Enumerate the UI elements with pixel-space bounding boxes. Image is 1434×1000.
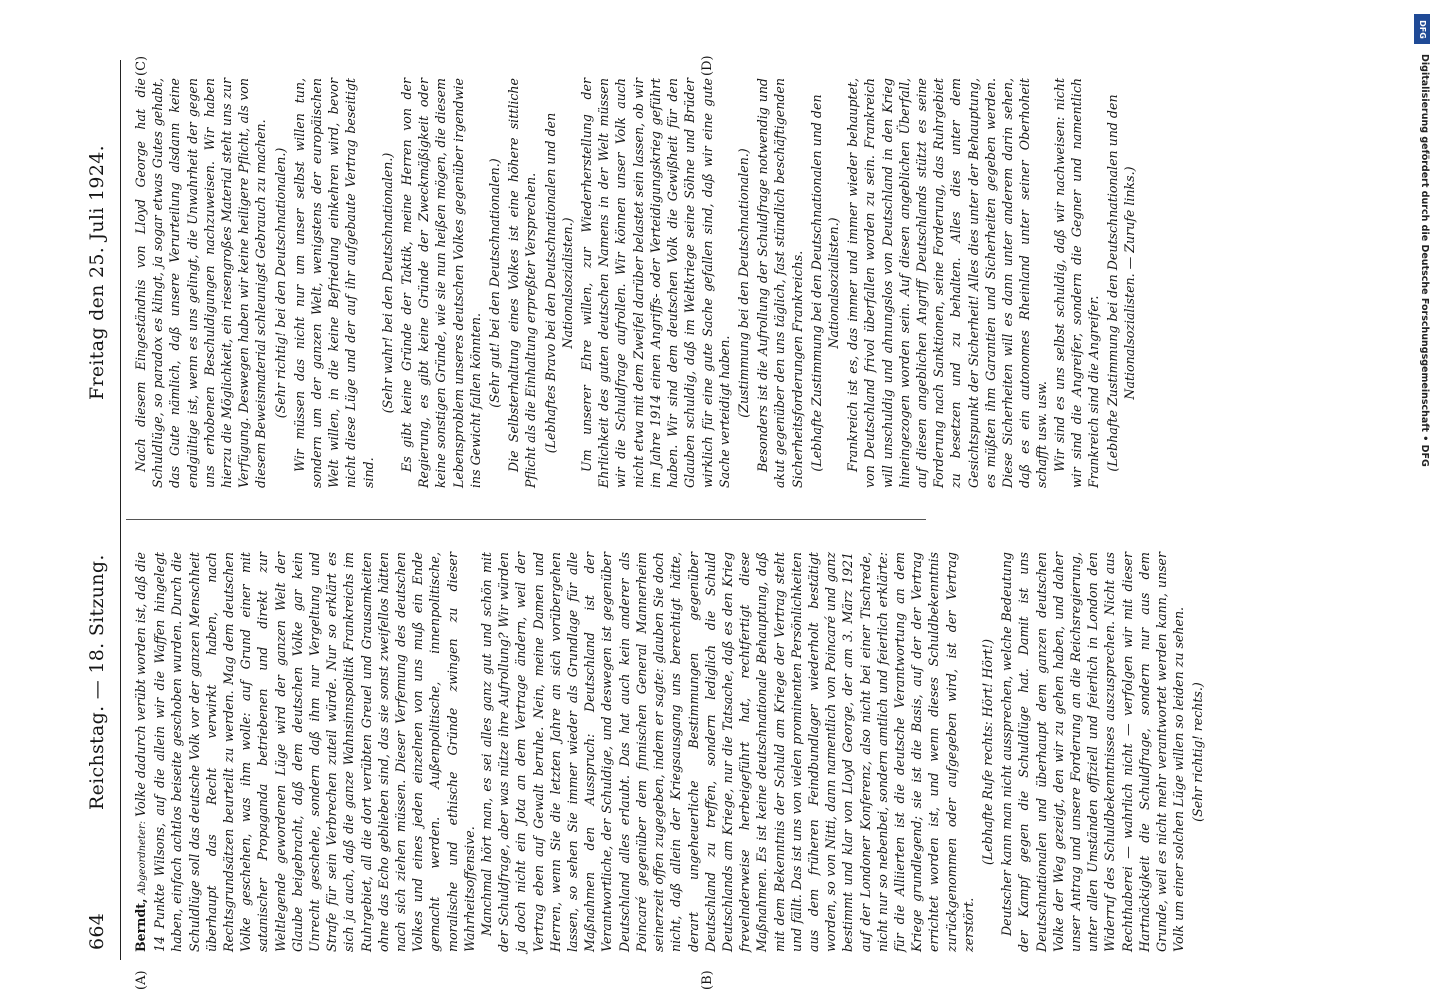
interjection: (Lebhafte Zustimmung bei den Deutschnationalen und den Nationalsozialisten. — Zurufe links.) — [1105, 94, 1138, 472]
paragraph: Deutscher kann man nicht aussprechen, welche Bedeutung der Kampf gegen die Schuldlüge hat. Damit ist uns Deutschnationalen und überhaupt dem ganzen deutschen Volke der Weg gezeigt, den wir zu gehen haben, und daher unser Antrag und unsere Forderung an die Reichsregierung, unter allen Umständen offiziell und feierlich in London den Widerruf des Schuldbekenntnisses auszusprechen. Nicht aus Rechthaberei — wahrlich nicht — verfolgen wir mit dieser Hartnäckigkeit die Schuldfrage, sondern nur aus dem Grunde, weil es nicht mehr verantwortet werden kann, unser Volk um einer solchen Lüge willen so leiden zu sehen. — [999, 552, 1187, 952]
scanned-page — [80, 55, 1320, 990]
digitization-credit: Digitalisierung gefördert durch die Deutsche Forschungsgemeinschaft • DFG — [1419, 54, 1430, 467]
interjection: (Sehr richtig! bei den Deutschnationalen.) — [272, 147, 288, 419]
session-title: Reichstag. — 18. Sitzung. — [86, 554, 108, 810]
interjection: (Lebhafte Rufe rechts: Hört! Hört!) — [979, 638, 995, 866]
margin-letter-c: (C) — [134, 55, 149, 76]
dfg-logo: DFG — [1414, 14, 1430, 44]
interjection: (Zustimmung bei den Deutschnationalen.) — [735, 148, 751, 418]
paragraph: Manchmal hört man, es sei alles ganz gut und schön mit der Schuldfrage, aber was nütze ihre Aufrollung? Wir würden ja doch nicht ein Jota an dem Vertrage ändern, weil der Vertrag eben auf Gewalt beruhe. Nein, meine Damen und Herren, wenn Sie die letzten Jahre an sich vorübergehen lassen, so sehen Sie immer wieder als Grundlage für alle Maßnahmen den Ausspruch: Deutschland ist der Verantwortliche, der Schuldige, und deswegen ist gegenüber Deutschland alles erlaubt. Das hat auch kein anderer als Poincaré gegenüber dem finnischen General Mannerheim seinerzeit offen zugegeben, indem er sagte: glauben Sie doch nicht, daß allein der Kriegsausgang uns berechtigt hätte, derart ungeheuerliche Bestimmungen gegenüber Deutschland zu treffen, sondern lediglich die Schuld Deutschlands am Kriege, nur die Tatsache, daß es den Krieg frevelnderweise herbeigeführt hat, rechtfertigt diese Maßnahmen. Es ist keine deutschnationale Behauptung, daß mit dem Bekenntnis der Schuld am Kriege der Vertrag steht und fällt. Das ist uns von vielen prominenten Persönlichkeiten aus dem früheren Feindbundlager wiederholt bestätigt worden, so von Nitti, dann namentlich von Poincaré und ganz bestimmt und klar von Lloyd George, der am 3. März 1921 auf der Londoner Konferenz, also nicht bei einer Tischrede, nicht nur so nebenbei, sondern amtlich und feierlich erklärte: für die Alliierten ist die deutsche Verantwortung an dem Kriege grundlegend; sie ist die Basis, auf der der Vertrag errichtet worden ist, und wenn dieses Schuldbekenntnis zurückgenommen oder aufgegeben wird, ist der Vertrag zerstört. — [479, 552, 976, 952]
paragraph-text: Volke dadurch verübt worden ist, daß die 14 Punkte Wilsons, auf die allein wir die Waffen hingelegt haben, einfach achtlos beiseite geschoben wurden. Durch die Schuldlüge soll das deutsche Volk vor der ganzen Menschheit überhaupt das Recht verwirkt haben, nach Rechtsgrundsätzen beurteilt zu werden. Mag dem deutschen Volke geschehen, was ihm wolle: auf Grund einer mit satanischer Propaganda betriebenen und direkt zur Weltlegende gewordenen Lüge wird der ganzen Welt der Glaube beigebracht, daß dem deutschen Volke gar kein Unrecht geschehe, sondern daß ihm nur Vergeltung und Strafe für sein Verbrechen zuteil würde. Nur so erklärt es sich ja auch, daß die ganze Wahnsinnspolitik Frankreichs im Ruhrgebiet, all die dort verübten Greuel und Grausamkeiten ohne das Echo geblieben sind, das sie sonst zweifellos hätten nach sich ziehen müssen. Dieser Verfemung des deutschen Volkes und eines jeden einzelnen von uns muß ein Ende gemacht werden. Außenpolitische, innenpolitische, moralische und ethische Gründe zwingen zu dieser Wahrheitsoffensive. — [133, 552, 477, 952]
interjection: (Sehr richtig! rechts.) — [1190, 682, 1206, 822]
paragraph: Besonders ist die Aufrollung der Schuldfrage notwendig und akut gegenüber den uns täglich, fast stündlich beschäftigenden Sicherheitsforderungen Frankreichs. — [755, 78, 805, 488]
margin-letter-d: (D) — [700, 55, 715, 76]
paragraph: Frankreich ist es, das immer und immer wieder behauptet, von Deutschland frivol überfallen worden zu sein. Frankreich will unschuldig und ahnungslos von Deutschland in den Krieg hineingezogen worden sein. Auf diesen angeblichen Überfall, auf diesen angeblichen Angriff Deutschlands stützt es seine Forderung nach Sanktionen, seine Forderung, das Ruhrgebiet zu besetzen und zu behalten. Alles dies unter dem Gesichtspunkt der Sicherheit! Alles dies unter der Behauptung, es müßten ihm Garantien und Sicherheiten gegeben werden. Diese Sicherheiten will es dann unter anderem darin sehen, daß es ein autonomes Rheinland unter seiner Oberhoheit schafft usw. usw. — [845, 78, 1050, 488]
digitization-stamp — [1412, 14, 1432, 974]
paragraph: Wir müssen das nicht nur um unser selbst willen tun, sondern um der ganzen Welt, wenigstens der europäischen Welt willen, in die keine Befriedung einkehren wird, bevor nicht diese Lüge und der auf ihr aufgebaute Vertrag beseitigt sind. — [291, 78, 376, 488]
column-divider — [126, 519, 926, 520]
date-title: Freitag den 25. Juli 1924. — [86, 145, 108, 400]
margin-letter-b: (B) — [700, 970, 715, 990]
interjection: (Lebhafte Zustimmung bei den Deutschnationalen und den Nationalsozialisten.) — [808, 94, 841, 472]
running-header — [80, 60, 121, 960]
paragraph: Die Selbsterhaltung eines Volkes ist eine höhere sittliche Pflicht als die Einhaltung erpreßter Versprechen. — [506, 78, 539, 488]
paragraph: Um unserer Ehre willen, zur Wiederherstellung der Ehrlichkeit des guten deutschen Namens in der Welt müssen wir die Schuldfrage aufrollen. Wir können unser Volk auch nicht etwa mit dem Zweifel darüber belastet sein lassen, ob wir im Jahre 1914 einen Angriffs- oder Verteidigungskrieg geführt haben. Wir sind dem deutschen Volk die Gewißheit für den Glauben schuldig, daß im Weltkriege seine Söhne und Brüder wirklich für eine gute Sache gefallen sind, daß wir eine gute Sache verteidigt haben. — [579, 78, 732, 488]
paragraph: Nach diesem Eingeständnis von Lloyd George hat die Schuldlüge, so paradox es klingt, ja sogar etwas Gutes gehabt, das Gute nämlich, daß unsere Verurteilung alsdann keine endgültige ist, wenn es uns gelingt, die Unwahrheit der gegen uns erhobenen Beschuldigungen nachzuweisen. Wir haben hierzu die Möglichkeit, ein riesengroßes Material steht uns zur Verfügung. Deswegen haben wir keine heiligere Pflicht, als von diesem Beweismaterial schleunigst Gebrauch zu machen. — [133, 78, 269, 488]
page-number: 664 — [86, 912, 108, 950]
interjection: (Sehr gut! bei den Deutschnationalen.) — [487, 158, 503, 408]
interjection: (Sehr wahr! bei den Deutschnationalen.) — [379, 152, 395, 414]
speaker-role: Abgeordneter: — [137, 820, 148, 895]
interjection: (Lebhaftes Bravo bei den Deutschnationalen und den Nationalsozialisten.) — [542, 112, 575, 454]
column-left — [132, 552, 1209, 952]
paragraph — [132, 552, 478, 952]
paragraph: Wir sind es uns selbst schuldig, daß wir nachweisen: nicht wir sind die Angreifer, sondern die Gegner und namentlich Frankreich sind die Angreifer. — [1051, 78, 1101, 488]
speaker-name: Berndt, — [133, 898, 148, 952]
column-right — [132, 78, 1141, 488]
margin-letter-a: (A) — [134, 970, 149, 990]
paragraph: Es gibt keine Gründe der Taktik, meine Herren von der Regierung, es gibt keine Gründe der Zweckmäßigkeit oder keine sonstigen Gründe, wie sie nun heißen mögen, die diesem Lebensproblem unseres deutschen Volkes gegenüber irgendwie ins Gewicht fallen könnten. — [399, 78, 483, 488]
